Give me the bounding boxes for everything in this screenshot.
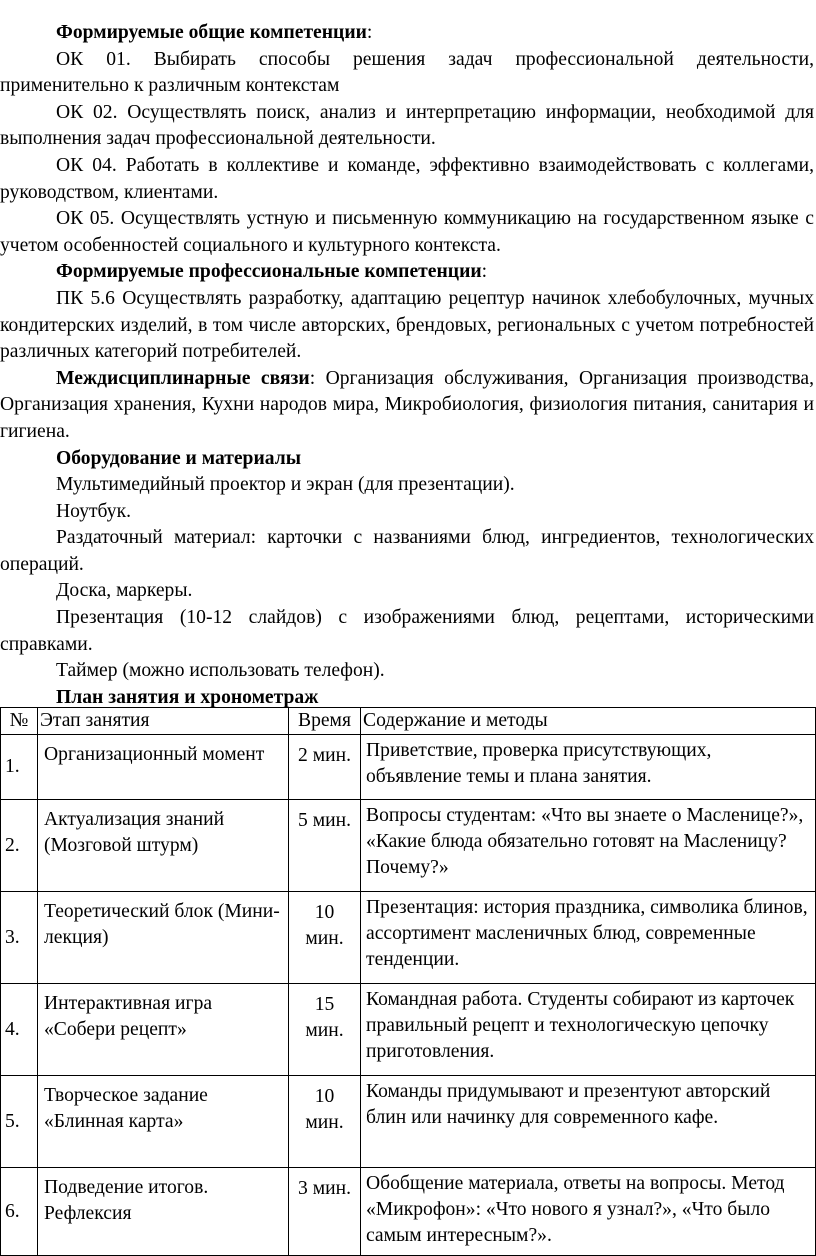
row-number: 5. [1,1076,38,1168]
equipment-item: Раздаточный материал: карточки с названиями блюд, ингредиентов, технологических операций. [0,527,814,575]
equipment-heading [0,446,816,473]
column-header-stage: Этап занятия [38,708,289,735]
row-stage: Организационный момент [38,735,289,800]
row-content: Презентация: история праздника, символика блинов, ассортимент масленичных блюд, современные тенденции. [361,892,816,984]
row-stage: Теоретический блок (Мини-лекция) [38,892,289,984]
competency-pk56: ПК 5.6 Осуществлять разработку, адаптацию рецептур начинок хлебобулочных, мучных кондитерских изделий, в том числе авторских, брендовых, региональных с учетом потребностей различных категорий потребителей. [0,287,814,363]
equipment-item: Презентация (10-12 слайдов) с изображениями блюд, рецептами, историческими справками. [0,607,814,655]
table-row [1,984,816,1076]
row-time [289,984,361,1076]
equipment-item: Доска, маркеры. [56,580,193,602]
table-row [1,800,816,892]
time-text: 5 мин. [298,810,351,831]
row-time [289,1168,361,1256]
column-header-content: Содержание и методы [361,708,816,735]
row-stage: Подведение итогов. Рефлексия [38,1168,289,1256]
time-text: 10 мин. [305,902,344,949]
general-competencies-heading [0,20,816,47]
time-text: 15 мин. [305,994,344,1041]
table-row [1,1076,816,1168]
professional-competencies-heading [0,259,816,286]
heading-bold: Формируемые общие компетенции [56,22,367,43]
equipment-heading-text: Оборудование и материалы [56,447,302,469]
row-number: 4. [1,984,38,1076]
interdisciplinary-links [0,366,816,446]
table-header-row [1,708,816,735]
competency-ok01: ОК 01. Выбирать способы решения задач профессиональной деятельности, применительно к различным контекстам [0,48,814,97]
row-time [289,892,361,984]
table-row [1,735,816,800]
heading-bold: Формируемые профессиональные компетенции [56,261,482,283]
lesson-plan-table [0,707,816,1256]
row-content: Обобщение материала, ответы на вопросы. Метод «Микрофон»: «Что нового я узнал?», «Что было самым интересным?». [361,1168,816,1256]
time-text: 3 мин. [298,1178,351,1199]
row-stage: Интерактивная игра «Собери рецепт» [38,984,289,1076]
equipment-item: Ноутбук. [56,500,131,522]
plan-heading-text: План занятия и хронометраж [56,686,319,708]
table-row [1,1168,816,1256]
row-content: Приветствие, проверка присутствующих, объявление темы и плана занятия. [361,735,816,800]
table-row [1,892,816,984]
row-number: 2. [1,800,38,892]
row-number: 6. [1,1168,38,1256]
time-text: 2 мин. [298,745,351,766]
time-text: 10 мин. [305,1086,344,1133]
interdisciplinary-label: Междисциплинарные связи [56,367,310,389]
competency-ok02: ОК 02. Осуществлять поиск, анализ и интерпретацию информации, необходимой для выполнения задач профессиональной деятельности. [0,101,814,150]
heading-colon: : [481,261,488,283]
equipment-item: Мультимедийный проектор и экран (для презентации). [56,474,515,496]
row-number: 1. [1,735,38,800]
interdisciplinary-text: : Организация обслуживания, Организация производства, Организация хранения, Кухни народов мира, Микробиология, физиология питания, санитария и гигиена. [0,367,814,442]
row-content: Командная работа. Студенты собирают из карточек правильный рецепт и технологическую цепочку приготовления. [361,984,816,1076]
column-header-time: Время [289,708,361,735]
row-content: Команды придумывают и презентуют авторский блин или начинку для современного кафе. [361,1076,816,1168]
competency-ok05: ОК 05. Осуществлять устную и письменную коммуникацию на государственном языке с учетом особенностей социального и культурного контекста. [0,208,814,256]
row-content: Вопросы студентам: «Что вы знаете о Масленице?», «Какие блюда обязательно готовят на Масленицу? Почему?» [361,800,816,892]
row-stage: Актуализация знаний (Мозговой штурм) [38,800,289,892]
row-time [289,1076,361,1168]
competency-ok04: ОК 04. Работать в коллективе и команде, эффективно взаимодействовать с коллегами, руководством, клиентами. [0,154,814,203]
row-stage: Творческое задание «Блинная карта» [38,1076,289,1168]
row-time [289,800,361,892]
equipment-item: Таймер (можно использовать телефон). [56,660,385,682]
row-number: 3. [1,892,38,984]
row-time [289,735,361,800]
column-header-number: № [1,708,38,735]
heading-colon: : [366,22,373,43]
